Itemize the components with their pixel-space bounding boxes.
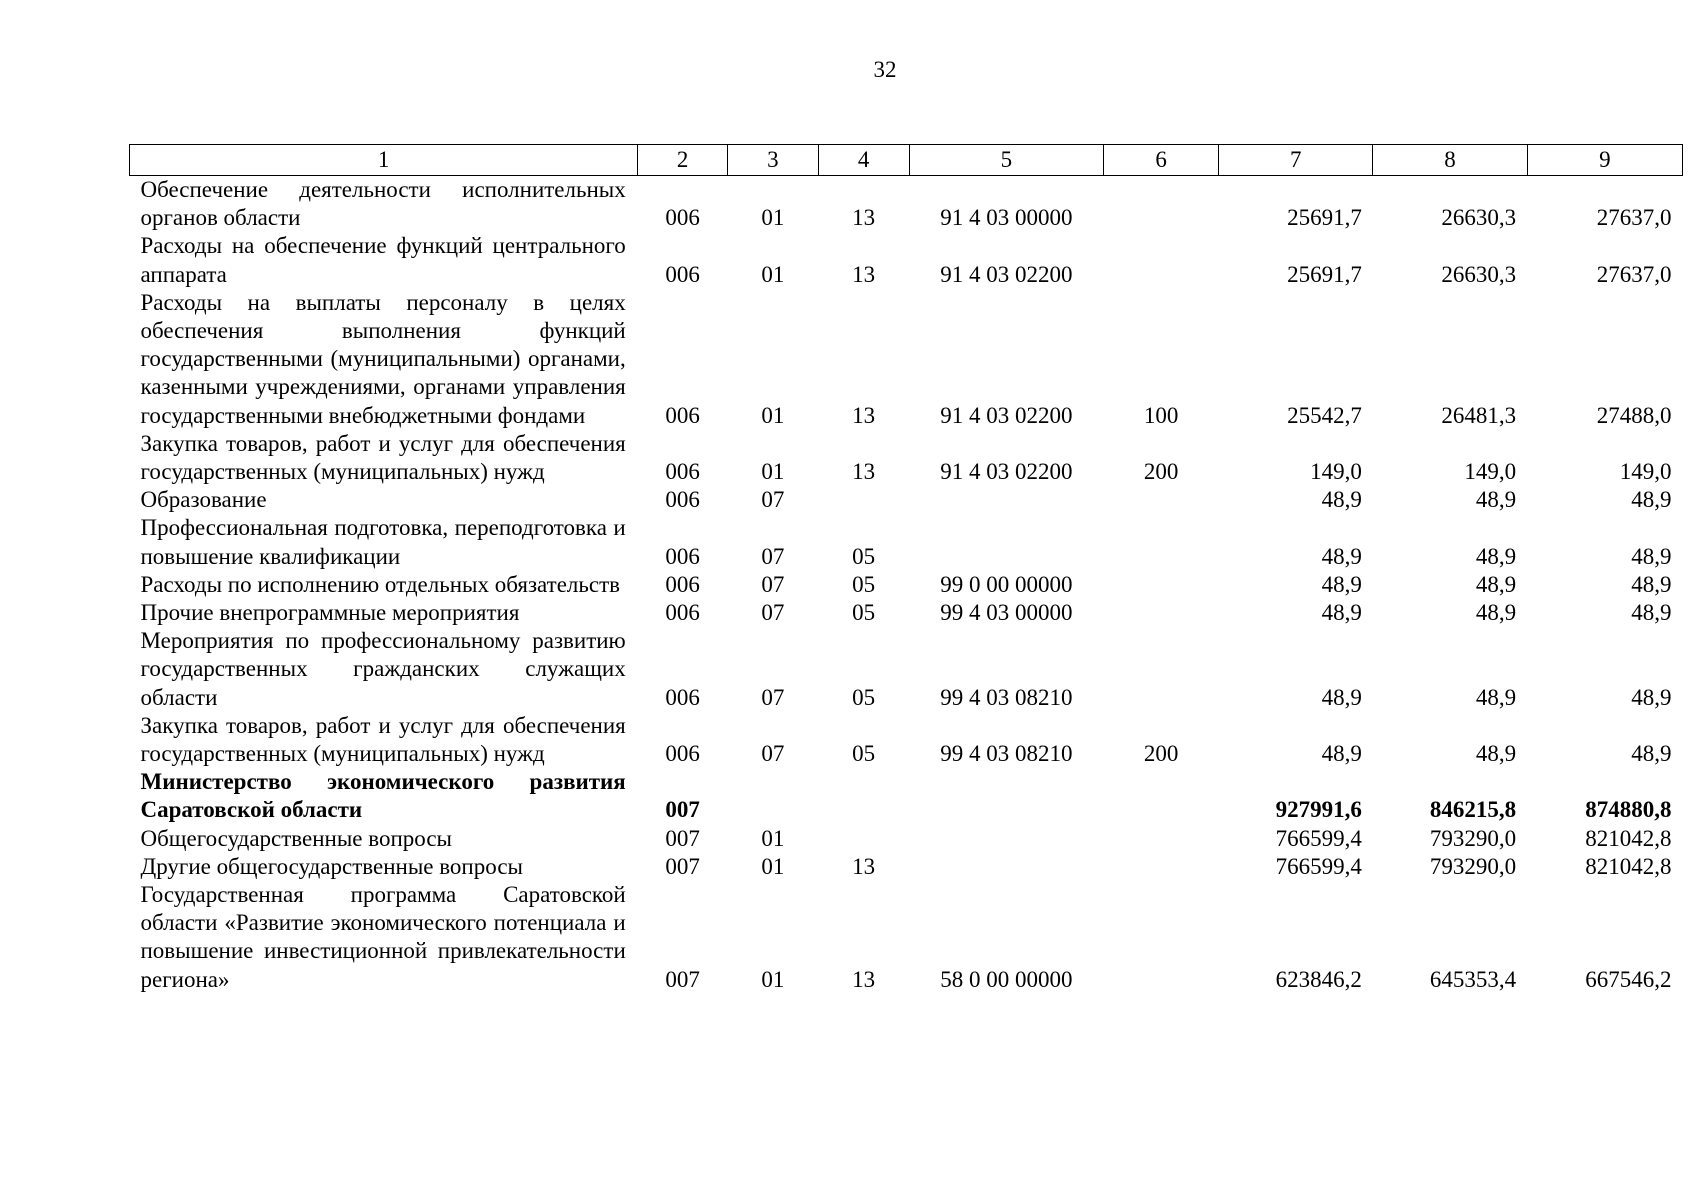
cell-subsection: 13 [852, 261, 876, 287]
row-name: Закупка товаров, работ и услуг для обеспечения государственных (муниципальных) нужд [140, 712, 626, 767]
cell-amount-col7: 766599,4 [1275, 825, 1362, 851]
cell-ministry-code: 007 [665, 797, 700, 823]
row-name: Государственная программа Саратовской области «Развитие экономического потенциала и повышение инвестиционной привлекательности региона» [140, 882, 626, 992]
cell-expense-type: 200 [1143, 459, 1179, 485]
cell-expense-type [1104, 514, 1219, 570]
cell-amount-col7: 25691,7 [1287, 205, 1362, 231]
cell-ministry-code: 006 [665, 205, 700, 231]
cell-section: 07 [761, 543, 785, 569]
cell-amount-col7: 48,9 [1321, 741, 1362, 767]
cell-amount-col7: 149,0 [1310, 459, 1362, 485]
cell-ministry-code: 006 [665, 600, 700, 626]
header-row [130, 145, 1683, 176]
cell-target-article: 99 4 03 00000 [940, 600, 1073, 626]
cell-amount-col9: 821042,8 [1585, 853, 1672, 879]
cell-amount-col8: 48,9 [1475, 741, 1517, 767]
cell-amount-col8: 48,9 [1475, 684, 1517, 710]
cell-amount-col9: 821042,8 [1585, 825, 1672, 851]
cell-section: 07 [761, 741, 785, 767]
cell-subsection: 05 [852, 684, 876, 710]
cell-amount-col7: 623846,2 [1275, 966, 1362, 992]
cell-amount-col8: 48,9 [1475, 487, 1517, 513]
table-header [130, 145, 1683, 176]
cell-subsection: 13 [852, 966, 876, 992]
header-cell-7: 7 [1219, 145, 1373, 176]
cell-target-article: 58 0 00 00000 [940, 966, 1073, 992]
row-name: Расходы на обеспечение функций центрального аппарата [140, 233, 626, 287]
cell-expense-type [1104, 825, 1219, 853]
cell-amount-col9: 27488,0 [1596, 402, 1672, 428]
cell-amount-col7: 927991,6 [1275, 797, 1362, 823]
cell-subsection: 13 [852, 205, 876, 231]
table-row [130, 289, 1683, 430]
cell-subsection: 13 [852, 853, 876, 879]
budget-table [129, 144, 1683, 994]
cell-target-article [909, 825, 1104, 853]
cell-ministry-code: 006 [665, 487, 700, 513]
cell-expense-type [1104, 599, 1219, 627]
cell-ministry-code: 006 [665, 261, 700, 287]
cell-amount-col7: 48,9 [1321, 543, 1362, 569]
table-row [130, 571, 1683, 599]
row-name: Образование [140, 487, 267, 513]
cell-amount-col9: 48,9 [1631, 741, 1672, 767]
cell-subsection: 05 [852, 571, 876, 597]
cell-section: 07 [761, 487, 785, 513]
cell-target-article: 91 4 03 02200 [940, 459, 1073, 485]
cell-subsection [818, 825, 909, 853]
cell-amount-col8: 793290,0 [1429, 853, 1517, 879]
cell-amount-col8: 48,9 [1475, 543, 1517, 569]
cell-ministry-code: 007 [665, 966, 700, 992]
cell-ministry-code: 006 [665, 543, 700, 569]
cell-amount-col7: 48,9 [1321, 487, 1362, 513]
page-number: 32 [873, 57, 897, 82]
row-name: Министерство экономического развития Саратовской области [140, 769, 626, 823]
cell-target-article: 91 4 03 02200 [940, 261, 1073, 287]
cell-expense-type [1104, 176, 1219, 233]
cell-target-article [909, 853, 1104, 881]
cell-subsection: 05 [852, 741, 876, 767]
table-row [130, 232, 1683, 288]
row-name: Другие общегосударственные вопросы [140, 853, 523, 879]
cell-section: 07 [761, 600, 785, 626]
header-cell-2: 2 [638, 145, 728, 176]
cell-amount-col8: 645353,4 [1429, 966, 1517, 992]
cell-amount-col9: 48,9 [1631, 684, 1672, 710]
cell-amount-col9: 48,9 [1631, 600, 1672, 626]
cell-target-article: 99 4 03 08210 [940, 684, 1073, 710]
cell-amount-col9: 48,9 [1631, 543, 1672, 569]
cell-target-article: 99 0 00 00000 [940, 571, 1073, 597]
cell-amount-col8: 48,9 [1475, 571, 1517, 597]
cell-amount-col9: 27637,0 [1596, 205, 1672, 231]
header-cell-4: 4 [818, 145, 909, 176]
cell-section: 01 [761, 402, 785, 428]
cell-ministry-code: 007 [665, 825, 700, 851]
cell-expense-type [1104, 486, 1219, 514]
cell-amount-col9: 149,0 [1619, 459, 1672, 485]
table-row [130, 627, 1683, 712]
cell-ministry-code: 006 [665, 571, 700, 597]
cell-amount-col8: 26481,3 [1441, 402, 1517, 428]
cell-target-article: 91 4 03 02200 [940, 402, 1073, 428]
cell-ministry-code: 006 [665, 459, 700, 485]
cell-expense-type: 200 [1143, 741, 1179, 767]
cell-target-article [909, 514, 1104, 570]
row-name: Закупка товаров, работ и услуг для обеспечения государственных (муниципальных) нужд [140, 430, 626, 485]
cell-ministry-code: 006 [665, 402, 700, 428]
table-row [130, 825, 1683, 853]
cell-amount-col8: 26630,3 [1441, 205, 1517, 231]
row-name: Профессиональная подготовка, переподготовка и повышение квалификации [140, 515, 626, 569]
cell-amount-col9: 48,9 [1631, 487, 1672, 513]
header-cell-1: 1 [130, 145, 638, 176]
table-row [130, 853, 1683, 881]
header-cell-9: 9 [1527, 145, 1682, 176]
cell-amount-col7: 25691,7 [1287, 261, 1362, 287]
header-cell-6: 6 [1104, 145, 1219, 176]
cell-amount-col8: 26630,3 [1441, 261, 1517, 287]
cell-section [728, 768, 819, 824]
cell-amount-col7: 48,9 [1321, 684, 1362, 710]
cell-section: 07 [761, 571, 785, 597]
table-row [130, 514, 1683, 570]
table-row [130, 712, 1683, 768]
cell-amount-col7: 25542,7 [1287, 402, 1362, 428]
table-row [130, 176, 1683, 233]
cell-target-article: 99 4 03 08210 [940, 741, 1073, 767]
row-name: Мероприятия по профессиональному развитию государственных гражданских служащих области [140, 628, 626, 710]
cell-section: 07 [761, 684, 785, 710]
cell-amount-col7: 48,9 [1321, 600, 1362, 626]
cell-ministry-code: 007 [665, 853, 700, 879]
cell-amount-col8: 48,9 [1475, 600, 1517, 626]
table-row [130, 881, 1683, 994]
table-row [130, 599, 1683, 627]
cell-subsection: 13 [852, 402, 876, 428]
cell-amount-col7: 48,9 [1321, 571, 1362, 597]
header-cell-3: 3 [728, 145, 819, 176]
cell-expense-type [1104, 627, 1219, 712]
cell-expense-type: 100 [1143, 402, 1179, 428]
cell-subsection [818, 768, 909, 824]
row-name: Общегосударственные вопросы [140, 825, 452, 851]
cell-target-article [909, 768, 1104, 824]
cell-ministry-code: 006 [665, 684, 700, 710]
cell-section: 01 [761, 205, 785, 231]
table-row [130, 486, 1683, 514]
cell-subsection [818, 486, 909, 514]
row-name: Расходы по исполнению отдельных обязательств [140, 571, 620, 597]
row-name: Прочие внепрограммные мероприятия [140, 600, 520, 626]
cell-expense-type [1104, 571, 1219, 599]
cell-amount-col9: 667546,2 [1585, 966, 1672, 992]
cell-expense-type [1104, 853, 1219, 881]
cell-ministry-code: 006 [665, 741, 700, 767]
header-cell-5: 5 [909, 145, 1104, 176]
cell-amount-col9: 27637,0 [1596, 261, 1672, 287]
cell-section: 01 [761, 825, 785, 851]
cell-subsection: 05 [852, 600, 876, 626]
row-name: Обеспечение деятельности исполнительных органов области [140, 177, 626, 231]
cell-amount-col8: 846215,8 [1429, 797, 1517, 823]
cell-section: 01 [761, 459, 785, 485]
cell-section: 01 [761, 261, 785, 287]
cell-subsection: 05 [852, 543, 876, 569]
header-cell-8: 8 [1373, 145, 1527, 176]
cell-expense-type [1104, 768, 1219, 824]
cell-amount-col7: 766599,4 [1275, 853, 1362, 879]
cell-amount-col8: 793290,0 [1429, 825, 1517, 851]
cell-amount-col9: 874880,8 [1585, 797, 1672, 823]
table-row [130, 768, 1683, 824]
cell-target-article: 91 4 03 00000 [940, 205, 1073, 231]
table-body [130, 176, 1683, 994]
cell-amount-col8: 149,0 [1464, 459, 1517, 485]
cell-amount-col9: 48,9 [1631, 571, 1672, 597]
cell-target-article [909, 486, 1104, 514]
row-name: Расходы на выплаты персоналу в целях обеспечения выполнения функций государственными (муниципальными) органами, казенными учреждениями, органами управления государственными внебюджетными фондами [140, 289, 626, 428]
cell-expense-type [1104, 881, 1219, 994]
cell-expense-type [1104, 232, 1219, 288]
cell-section: 01 [761, 966, 785, 992]
table-row [130, 430, 1683, 486]
cell-section: 01 [761, 853, 785, 879]
cell-subsection: 13 [852, 459, 876, 485]
